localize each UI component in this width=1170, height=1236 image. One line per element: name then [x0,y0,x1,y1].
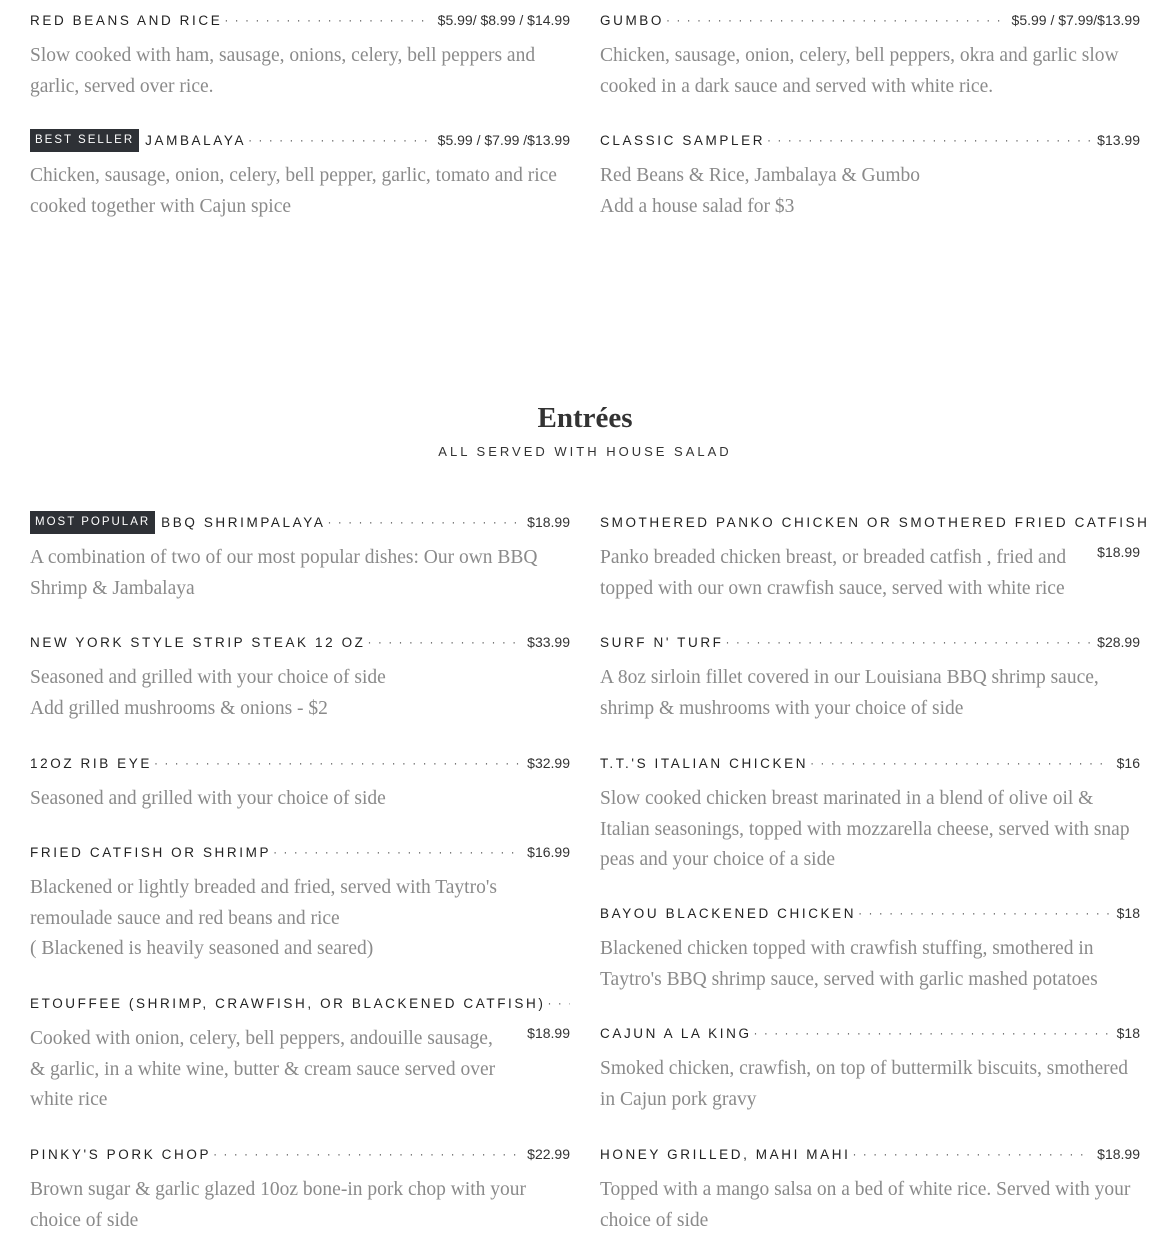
menu-item-description [30,161,570,222]
menu-item-description [600,41,1140,102]
menu-item [30,1144,570,1236]
menu-item [600,1023,1140,1115]
dot-leader [726,632,1092,652]
description-line: Add a house salad for $3 [600,195,795,217]
menu-item-header [600,1023,1140,1043]
menu-item-price: $18 [1111,905,1140,921]
menu-item-price: $22.99 [521,1146,570,1162]
menu-item-description [30,873,570,965]
menu-item-name: 12OZ RIB EYE [30,755,152,771]
menu-item-header [600,130,1140,150]
menu-item-header [30,1144,570,1164]
dot-leader [852,1144,1091,1164]
dot-leader [547,993,570,1013]
description-line: Blackened chicken topped with crawfish stuffing, smothered in Taytro's BBQ shrimp sauce, served with garlic mashed potatoes [600,938,1098,990]
description-line: Red Beans & Rice, Jambalaya & Gumbo [600,165,921,186]
menu-item-name: RED BEANS AND RICE [30,12,223,28]
menu-item-header [30,753,570,773]
menu-item-description [30,663,570,724]
description-line: A 8oz sirloin fillet covered in our Louisiana BBQ shrimp sauce, shrimp & mushrooms with your choice of side [600,667,1099,719]
menu-item-header [30,632,570,652]
description-line: Topped with a mango salsa on a bed of white rice. Served with your choice of side [600,1179,1131,1231]
menu-item-price: $32.99 [521,755,570,771]
dot-leader [224,10,431,30]
description-line: Cooked with onion, celery, bell peppers, andouille sausage, & garlic, in a white wine, butter & cream sauce served over white rice [30,1028,496,1110]
menu-item-name: ETOUFFEE (SHRIMP, CRAWFISH, OR BLACKENED CATFISH) [30,995,546,1011]
menu-item [600,903,1140,995]
menu-item [600,632,1140,724]
dot-leader [154,753,521,773]
dot-leader [368,632,522,652]
menu-item-name: FRIED CATFISH OR SHRIMP [30,844,272,860]
description-line: Seasoned and grilled with your choice of side [30,788,386,809]
description-line: Slow cooked with ham, sausage, onions, celery, bell peppers and garlic, served over rice. [30,45,536,97]
menu-item-header [30,993,570,1013]
section-title: Entrées [537,402,633,434]
menu-item-description [30,1024,570,1116]
menu-item-header [600,903,1140,923]
menu-item [600,10,1140,102]
menu-item-header [600,753,1140,773]
menu-item-name: SURF N' TURF [600,634,724,650]
menu-item-name: BBQ SHRIMPALAYA [161,514,326,530]
menu-item-description [30,1175,570,1236]
menu-item-description [600,1175,1140,1236]
menu-item-price: $16 [1111,755,1140,771]
menu-item [30,10,570,102]
menu-item-price: $18.99 [523,1025,570,1041]
dot-leader [248,130,432,150]
description-line: Add grilled mushrooms & onions - $2 [30,697,328,719]
most-popular-badge: MOST POPULAR [30,511,155,534]
menu-item-header [30,842,570,862]
menu-item-header [30,10,570,30]
description-line: Brown sugar & garlic glazed 10oz bone-in pork chop with your choice of side [30,1179,527,1231]
menu-item-description [600,934,1140,995]
description-line: Smoked chicken, crawfish, on top of buttermilk biscuits, smothered in Cajun pork gravy [600,1058,1129,1110]
menu-item-header [600,632,1140,652]
menu-item [30,753,570,815]
menu-item [30,512,570,604]
menu-item-price: $18.99 [521,514,570,530]
best-seller-badge: BEST SELLER [30,129,139,152]
dot-leader [213,1144,521,1164]
dot-leader [810,753,1111,773]
menu-item-price: $18.99 [1091,1146,1140,1162]
dot-leader [327,512,521,532]
menu-item-description [30,41,570,102]
description-line: Slow cooked chicken breast marinated in a blend of olive oil & Italian seasonings, topped with mozzarella cheese, served with snap peas and your choice of a side [600,788,1130,870]
menu-item-header [30,130,570,150]
menu-item-header [600,10,1140,30]
dot-leader [858,903,1111,923]
menu-item [30,993,570,1116]
menu-item [600,130,1140,222]
menu-item-description [30,784,570,815]
menu-item-price: $5.99 / $7.99/$13.99 [1006,12,1140,28]
menu-item-name: PINKY'S PORK CHOP [30,1146,212,1162]
menu-item [600,1144,1140,1236]
menu-item-price: $18 [1111,1025,1140,1041]
description-line: ( Blackened is heavily seasoned and seared) [30,938,374,959]
section-subtitle: ALL SERVED WITH HOUSE SALAD [438,444,732,459]
dot-leader [666,10,1006,30]
menu-item-price: $33.99 [521,634,570,650]
menu-item-description [30,543,570,604]
menu-item-name: CAJUN A LA KING [600,1025,752,1041]
menu-item-name: GUMBO [600,12,665,28]
menu-item-price: $13.99 [1091,132,1140,148]
menu-item-name: BAYOU BLACKENED CHICKEN [600,905,857,921]
description-line: Chicken, sausage, onion, celery, bell peppers, okra and garlic slow cooked in a dark sauce and served with white rice. [600,45,1119,97]
menu-item [600,753,1140,876]
menu-item [30,130,570,222]
menu-item-name: SMOTHERED PANKO CHICKEN OR SMOTHERED FRIED CATFISH [600,514,1150,530]
dot-leader [767,130,1091,150]
menu-item-header [30,512,570,532]
menu-item-description [600,161,1140,222]
description-line: Blackened or lightly breaded and fried, served with Taytro's remoulade sauce and red beans and rice [30,877,497,929]
menu-item [600,512,1150,604]
menu-item-description [600,1054,1140,1115]
menu-item-name: CLASSIC SAMPLER [600,132,766,148]
menu-item-price: $5.99/ $8.99 / $14.99 [432,12,570,28]
menu-item-price: $16.99 [521,844,570,860]
menu-item-description [600,784,1140,876]
dot-leader [273,842,521,862]
menu-item-price: $28.99 [1091,634,1140,650]
description-line: Panko breaded chicken breast, or breaded catfish , fried and topped with our own crawfish sauce, served with white rice [600,547,1067,599]
menu-item-price: $5.99 / $7.99 /$13.99 [432,132,570,148]
menu-item-header [600,512,1150,532]
menu-item-name: NEW YORK STYLE STRIP STEAK 12 OZ [30,634,366,650]
menu-item-price: $18.99 [1093,544,1140,560]
dot-leader [754,1023,1111,1043]
menu-item [30,632,570,724]
menu-item-header [600,1144,1140,1164]
menu-item-name: HONEY GRILLED, MAHI MAHI [600,1146,851,1162]
menu-item-description [600,663,1140,724]
menu-item-name: T.T.'S ITALIAN CHICKEN [600,755,809,771]
menu-item-name: JAMBALAYA [145,132,247,148]
description-line: A combination of two of our most popular dishes: Our own BBQ Shrimp & Jambalaya [30,547,538,599]
description-line: Seasoned and grilled with your choice of side [30,667,386,688]
description-line: Chicken, sausage, onion, celery, bell pepper, garlic, tomato and rice cooked together with Cajun spice [30,165,557,217]
menu-item-description [600,543,1140,604]
menu-item [30,842,570,965]
